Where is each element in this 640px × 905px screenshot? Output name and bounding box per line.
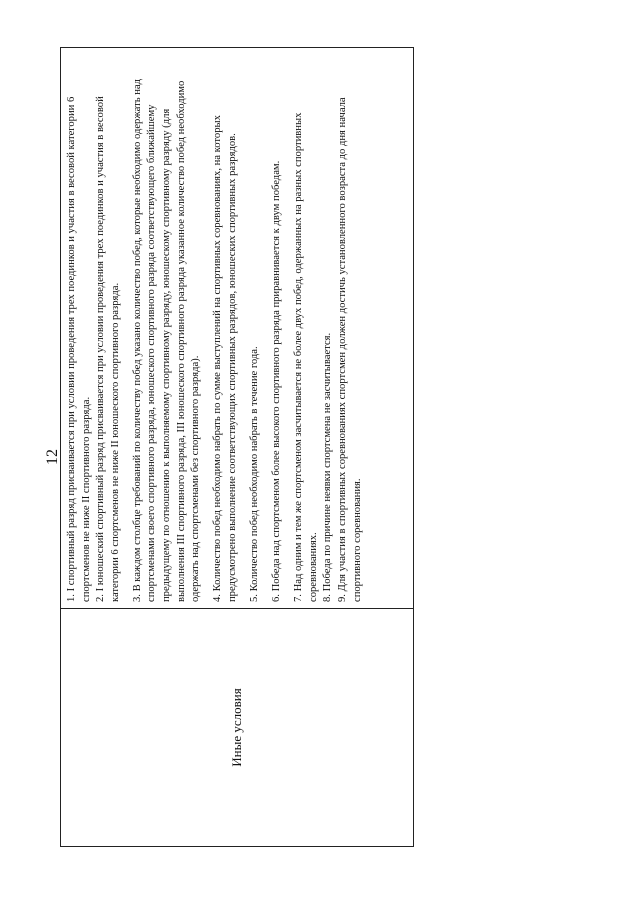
condition-7: 7. Над одним и тем же спортсменом засчитывается не более двух побед, одержанных на разных спортивных соревнованиях. bbox=[293, 112, 319, 602]
conditions-cell bbox=[61, 48, 413, 608]
row-label: Иные условия bbox=[229, 688, 244, 767]
condition-1: 1. I спортивный разряд присваивается при условии проведения трех поединков и участия в весовой категории 6 спортсменов не ниже II спортивного разряда. bbox=[66, 96, 92, 602]
condition-9: 9. Для участия в спортивных соревнованиях спортсмен должен достичь установленного возраста до дня начала спортивного соревнования. bbox=[337, 97, 363, 602]
condition-8: 8. Победа по причине неявки спортсмена не засчитывается. bbox=[322, 332, 334, 602]
row-label-cell bbox=[61, 608, 413, 846]
condition-3: 3. В каждом столбце требований по количеству побед указано количество побед, которые необходимо одержать над спортсменами своего спортивного разряда, юношеского спортивного разряда соответствующего ближайшему предыдущему по отношению к выполняемому спортивному разряду, юношескому спортивному разряду (для выполнения III спортивного разряда, III юношеского спортивного разряда указанное количество побед необходимо одержать над спортсменами без спортивного разряда). bbox=[131, 79, 202, 602]
condition-6: 6. Победа над спортсменом более высокого спортивного разряда приравнивается к двум победам. bbox=[271, 160, 283, 602]
conditions-table bbox=[60, 47, 414, 847]
page-number: 12 bbox=[44, 449, 61, 465]
condition-5: 5. Количество побед необходимо набрать в течение года. bbox=[249, 346, 261, 602]
condition-2: 2. I юношеский спортивный разряд присваивается при условии проведения трех поединков и участия в весовой категории 6 спортсменов не ниже II юношеского спортивного разряда. bbox=[95, 96, 121, 602]
condition-4: 4. Количество побед необходимо набрать по сумме выступлений на спортивных соревнованиях, на которых предусмотрено выполнение соответствующих спортивных разрядов, юношеских спортивных разрядов. bbox=[212, 115, 238, 602]
